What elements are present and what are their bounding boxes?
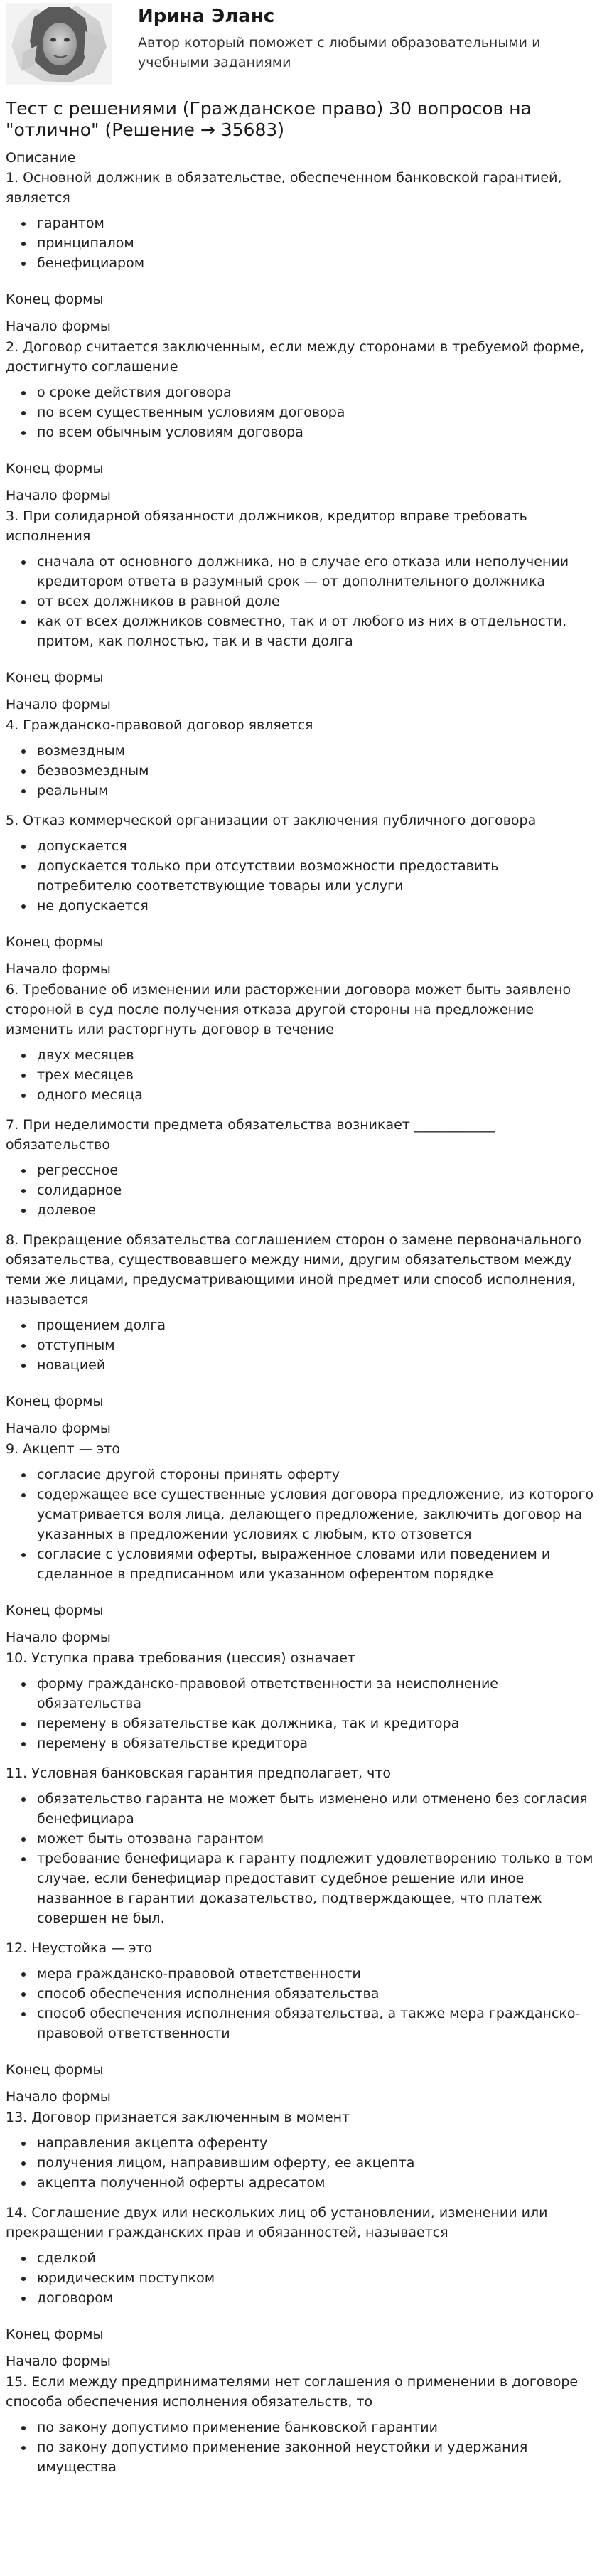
question-item — [6, 715, 596, 801]
form-boundary-label: Конец формы — [6, 934, 104, 950]
answer-list — [6, 836, 596, 916]
question-text: 5. Отказ коммерческой организации от заключения публичного договора — [6, 813, 537, 828]
question-text: 10. Уступка права требования (цессия) означает — [6, 1650, 355, 1666]
answer-option: • одного месяца — [34, 1085, 596, 1105]
answer-option: • договором — [34, 2288, 596, 2308]
answer-option: • юридическим поступком — [34, 2268, 596, 2288]
question-text: 9. Акцепт — это — [6, 1441, 120, 1457]
answer-option: • сначала от основного должника, но в случае его отказа или неполучении кредитором ответа в разумный срок — от дополнительного должника — [34, 552, 596, 592]
answer-option: • гарантом — [34, 213, 596, 233]
question-text: 11. Условная банковская гарантия предполагает, что — [6, 1765, 392, 1781]
question-item — [6, 2107, 596, 2193]
form-boundary-label: Конец формы — [6, 461, 104, 476]
answer-option: • бенефициаром — [34, 253, 596, 273]
question-text: 1. Основной должник в обязательстве, обеспеченном банковской гарантией, является — [6, 170, 562, 205]
answer-option: • по закону допустимо применение банковской гарантии — [34, 2417, 596, 2437]
answer-option: • трех месяцев — [34, 1065, 596, 1085]
answer-option: • согласие с условиями оферты, выраженное словами или поведением и сделанное в предписанном или указанном оферентом порядке — [34, 1544, 596, 1584]
form-boundary-label: Начало формы — [6, 319, 111, 334]
answer-option: • от всех должников в равной доле — [34, 592, 596, 611]
answer-option: • о сроке действия договора — [34, 383, 596, 402]
form-boundary-label: Конец формы — [6, 670, 104, 685]
answer-option: • новацией — [34, 1355, 596, 1375]
question-text: 14. Соглашение двух или нескольких лиц об установлении, изменении или прекращении гражданских прав и обязанностей, называется — [6, 2205, 548, 2240]
answer-list — [6, 213, 596, 273]
answer-list — [6, 1045, 596, 1105]
answer-list — [6, 1674, 596, 1753]
answer-option: • допускается — [34, 836, 596, 856]
author-info — [138, 3, 564, 73]
answer-option: • получения лицом, направившим оферту, ее акцепта — [34, 2153, 596, 2173]
answer-option: • акцепта полученной оферты адресатом — [34, 2173, 596, 2193]
question-item — [6, 1115, 596, 1220]
answer-option: • долевое — [34, 1200, 596, 1220]
answer-option: • может быть отозвана гарантом — [34, 1829, 596, 1849]
answer-option: • способ обеспечения исполнения обязательства, а также мера гражданско-правовой ответственности — [34, 2004, 596, 2043]
answer-option: • как от всех должников совместно, так и от любого из них в отдельности, притом, как полностью, так и в части долга — [34, 611, 596, 651]
answer-option: • направления акцепта оференту — [34, 2133, 596, 2153]
question-text: 13. Договор признается заключенным в момент — [6, 2110, 350, 2125]
question-list — [6, 168, 596, 2477]
question-item — [6, 1439, 596, 1584]
answer-option: • солидарное — [34, 1180, 596, 1200]
question-item — [6, 168, 596, 273]
answer-option: • принципалом — [34, 233, 596, 253]
question-item — [6, 2372, 596, 2477]
answer-list — [6, 2248, 596, 2308]
question-item — [6, 980, 596, 1105]
answer-option: • содержащее все существенные условия договора предложение, из которого усматривается воля лица, делающего предложение, заключить договор на указанных в предложении условиях с любым, кто отзовется — [34, 1485, 596, 1544]
answer-option: • реальным — [34, 781, 596, 801]
form-boundary-label: Начало формы — [6, 1630, 111, 1645]
answer-list — [6, 1315, 596, 1375]
author-description: Автор который поможет с любыми образовательными и учебными заданиями — [138, 35, 541, 70]
question-item — [6, 1230, 596, 1375]
answer-option: • двух месяцев — [34, 1045, 596, 1065]
question-item — [6, 1938, 596, 2043]
answer-option: • требование бенефициара к гаранту подлежит удовлетворению только в том случае, если бенефициар предоставит судебное решение или иное названное в гарантии доказательство, подтверждающее, что платеж совершен не был. — [34, 1849, 596, 1928]
answer-option: • регрессное — [34, 1160, 596, 1180]
form-boundary-label: Начало формы — [6, 2089, 111, 2105]
question-text: 3. При солидарной обязанности должников, кредитор вправе требовать исполнения — [6, 508, 527, 544]
form-boundary-label: Конец формы — [6, 1603, 104, 1618]
answer-list — [6, 2417, 596, 2477]
answer-option: • перемену в обязательстве как должника, так и кредитора — [34, 1714, 596, 1733]
question-text: 2. Договор считается заключенным, если между сторонами в требуемой форме, достигнуто соглашение — [6, 339, 584, 375]
question-text: 8. Прекращение обязательства соглашением сторон о замене первоначального обязательства, существовавшего между ними, другим обязательством между теми же лицами, предусматривающими иной предмет или способ исполнения, называется — [6, 1232, 582, 1308]
answer-option: • согласие другой стороны принять оферту — [34, 1465, 596, 1485]
answer-option: • по всем существенным условиям договора — [34, 402, 596, 422]
form-boundary-label: Конец формы — [6, 2062, 104, 2078]
form-boundary-label: Начало формы — [6, 697, 111, 712]
question-text: 4. Гражданско-правовой договор является — [6, 717, 313, 733]
question-text: 15. Если между предпринимателями нет соглашения о применении в договоре способа обеспечения исполнения обязательств, то — [6, 2374, 579, 2410]
question-text: 6. Требование об изменении или расторжении договора может быть заявлено стороной в суд после получения отказа другой стороны на предложение изменить или расторгнуть договор в течение — [6, 982, 571, 1037]
form-boundary-label: Начало формы — [6, 961, 111, 977]
author-name[interactable]: Ирина Эланс — [138, 6, 275, 27]
answer-option: • мера гражданско-правовой ответственности — [34, 1964, 596, 1984]
question-item — [6, 1648, 596, 1753]
answer-option: • обязательство гаранта не может быть изменено или отменено без согласия бенефициара — [34, 1789, 596, 1829]
form-boundary-label: Начало формы — [6, 1421, 111, 1436]
question-item — [6, 2203, 596, 2308]
form-boundary-label: Конец формы — [6, 2326, 104, 2342]
answer-list — [6, 1160, 596, 1220]
question-item — [6, 506, 596, 651]
form-boundary-label: Начало формы — [6, 488, 111, 503]
answer-option: • способ обеспечения исполнения обязательства — [34, 1984, 596, 2004]
answer-option: • форму гражданско-правовой ответственности за неисполнение обязательства — [34, 1674, 596, 1714]
answer-option: • безвозмездным — [34, 761, 596, 781]
answer-option: • отступным — [34, 1335, 596, 1355]
answer-option: • сделкой — [34, 2248, 596, 2268]
form-boundary-label: Начало формы — [6, 2353, 111, 2369]
answer-option: • по закону допустимо применение законной неустойки и удержания имущества — [34, 2437, 596, 2477]
answer-list — [6, 1789, 596, 1928]
author-header — [0, 0, 602, 88]
question-item — [6, 1763, 596, 1928]
answer-option: • допускается только при отсутствии возможности предоставить потребителю соответствующие товары или услуги — [34, 856, 596, 896]
answer-list — [6, 1964, 596, 2043]
question-text: 7. При неделимости предмета обязательства возникает ____________ обязательство — [6, 1117, 495, 1153]
answer-list — [6, 2133, 596, 2193]
answer-option: • не допускается — [34, 896, 596, 916]
answer-list — [6, 1465, 596, 1584]
description-label: Описание — [6, 150, 76, 166]
question-item — [6, 337, 596, 442]
form-boundary-label: Конец формы — [6, 292, 104, 307]
question-item — [6, 811, 596, 916]
page-title: Тест с решениями (Гражданское право) 30 вопросов на "отлично" (Решение → 35683) — [6, 98, 532, 140]
answer-option: • по всем обычным условиям договора — [34, 422, 596, 442]
question-text: 12. Неустойка — это — [6, 1940, 153, 1956]
answer-list — [6, 741, 596, 801]
author-avatar — [6, 3, 112, 85]
answer-option: • перемену в обязательстве кредитора — [34, 1733, 596, 1753]
answer-list — [6, 383, 596, 442]
test-content — [0, 98, 602, 2477]
answer-option: • прощением долга — [34, 1315, 596, 1335]
answer-option: • возмездным — [34, 741, 596, 761]
answer-list — [6, 552, 596, 651]
form-boundary-label: Конец формы — [6, 1394, 104, 1409]
